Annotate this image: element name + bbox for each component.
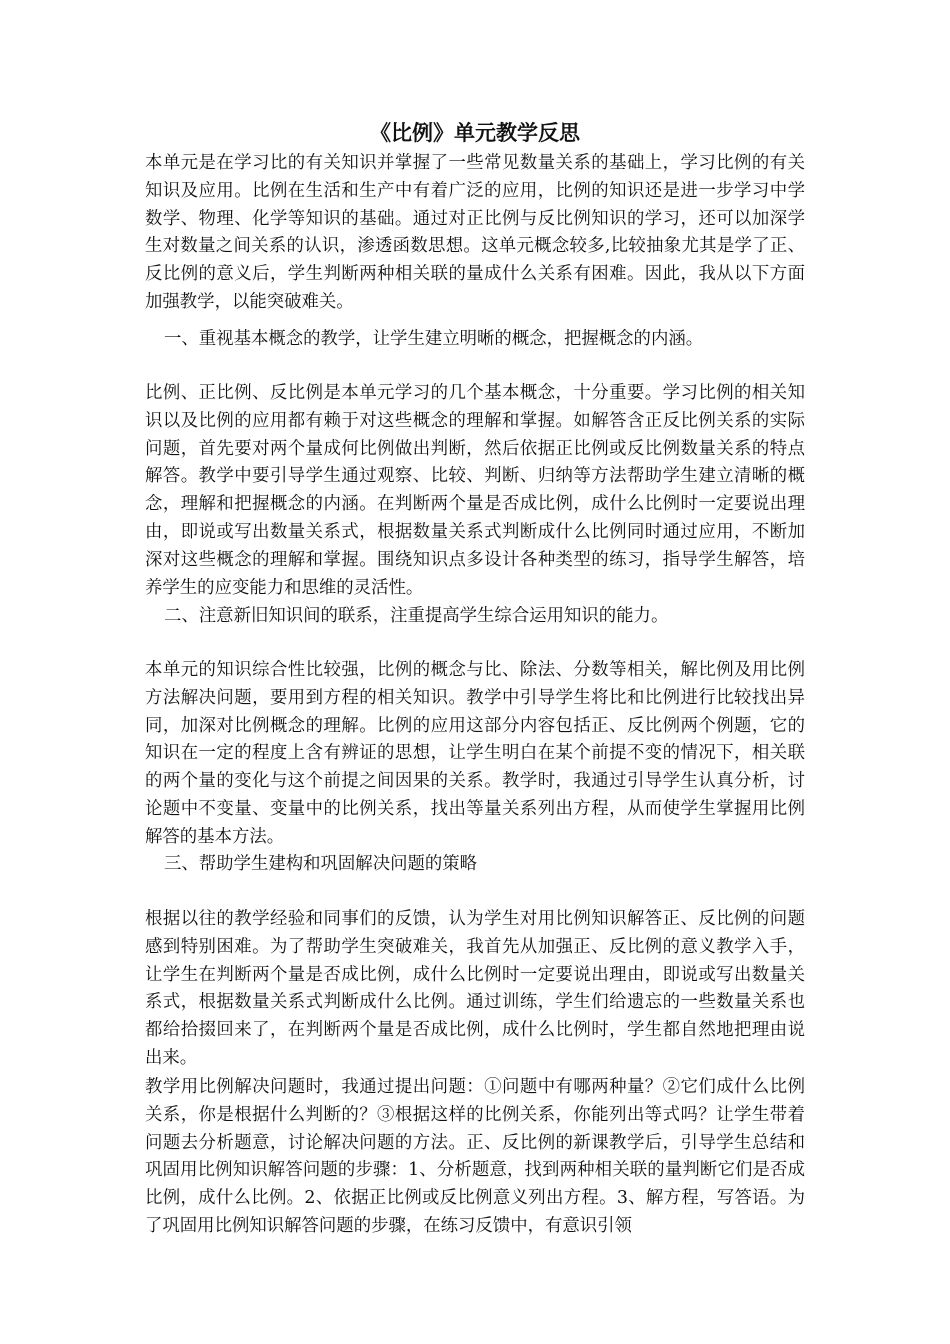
section-body-3a: 根据以往的教学经验和同事们的反馈，认为学生对用比例知识解答正、反比例的问题感到特别困难。为了帮助学生突破难关，我首先从加强正、反比例的意义教学入手，让学生在判断两个量是否成比例，成什么比例时一定要说出理由，即说或写出数量关系式，根据数量关系式判断成什么比例。通过训练，学生们给遗忘的一些数量关系也都给拾掇回来了，在判断两个量是否成比例，成什么比例时，学生都自然地把理由说出来。: [145, 909, 805, 1068]
section-body-3b: 教学用比例解决问题时，我通过提出问题：①问题中有哪两种量？②它们成什么比例关系，你是根据什么判断的？③根据这样的比例关系，你能列出等式吗？让学生带着问题去分析题意，讨论解决问题的方法。正、反比例的新课教学后，引导学生总结和巩固用比例知识解答问题的步骤：1、分析题意，找到两种相关联的量判断它们是否成比例，成什么比例。2、依据正比例或反比例意义列出方程。3、解方程，写答语。为了巩固用比例知识解答问题的步骤，在练习反馈中，有意识引领: [145, 1077, 805, 1236]
section-heading-2: 二、注意新旧知识间的联系，注重提高学生综合运用知识的能力。: [164, 606, 669, 626]
document-title: 《比例》单元教学反思: [370, 120, 580, 145]
section-heading-3: 三、帮助学生建构和巩固解决问题的策略: [164, 854, 478, 874]
section-body-2: 本单元的知识综合性比较强，比例的概念与比、除法、分数等相关，解比例及用比例方法解决问题，要用到方程的相关知识。教学中引导学生将比和比例进行比较找出异同，加深对比例概念的理解。比例的应用这部分内容包括正、反比例两个例题，它的知识在一定的程度上含有辨证的思想，让学生明白在某个前提不变的情况下，相关联的两个量的变化与这个前提之间因果的关系。教学时，我通过引导学生认真分析，讨论题中不变量、变量中的比例关系，找出等量关系列出方程，从而使学生掌握用比例解答的基本方法。: [145, 660, 805, 847]
section-body-1: 比例、正比例、反比例是本单元学习的几个基本概念，十分重要。学习比例的相关知识以及比例的应用都有赖于对这些概念的理解和掌握。如解答含正反比例关系的实际问题，首先要对两个量成何比例做出判断，然后依据正比例或反比例数量关系的特点解答。教学中要引导学生通过观察、比较、判断、归纳等方法帮助学生建立清晰的概念，理解和把握概念的内涵。在判断两个量是否成比例，成什么比例时一定要说出理由，即说或写出数量关系式，根据数量关系式判断成什么比例同时通过应用，不断加深对这些概念的理解和掌握。围绕知识点多设计各种类型的练习，指导学生解答，培养学生的应变能力和思维的灵活性。: [145, 383, 805, 598]
section-heading-1: 一、重视基本概念的教学，让学生建立明晰的概念，把握概念的内涵。: [164, 329, 704, 349]
intro-paragraph: 本单元是在学习比的有关知识并掌握了一些常见数量关系的基础上，学习比例的有关知识及应用。比例在生活和生产中有着广泛的应用，比例的知识还是进一步学习中学数学、物理、化学等知识的基础。通过对正比例与反比例知识的学习，还可以加深学生对数量之间关系的认识，渗透函数思想。这单元概念较多,比较抽象尤其是学了正、反比例的意义后，学生判断两种相关联的量成什么关系有困难。因此，我从以下方面加强教学，以能突破难关。: [145, 153, 805, 312]
